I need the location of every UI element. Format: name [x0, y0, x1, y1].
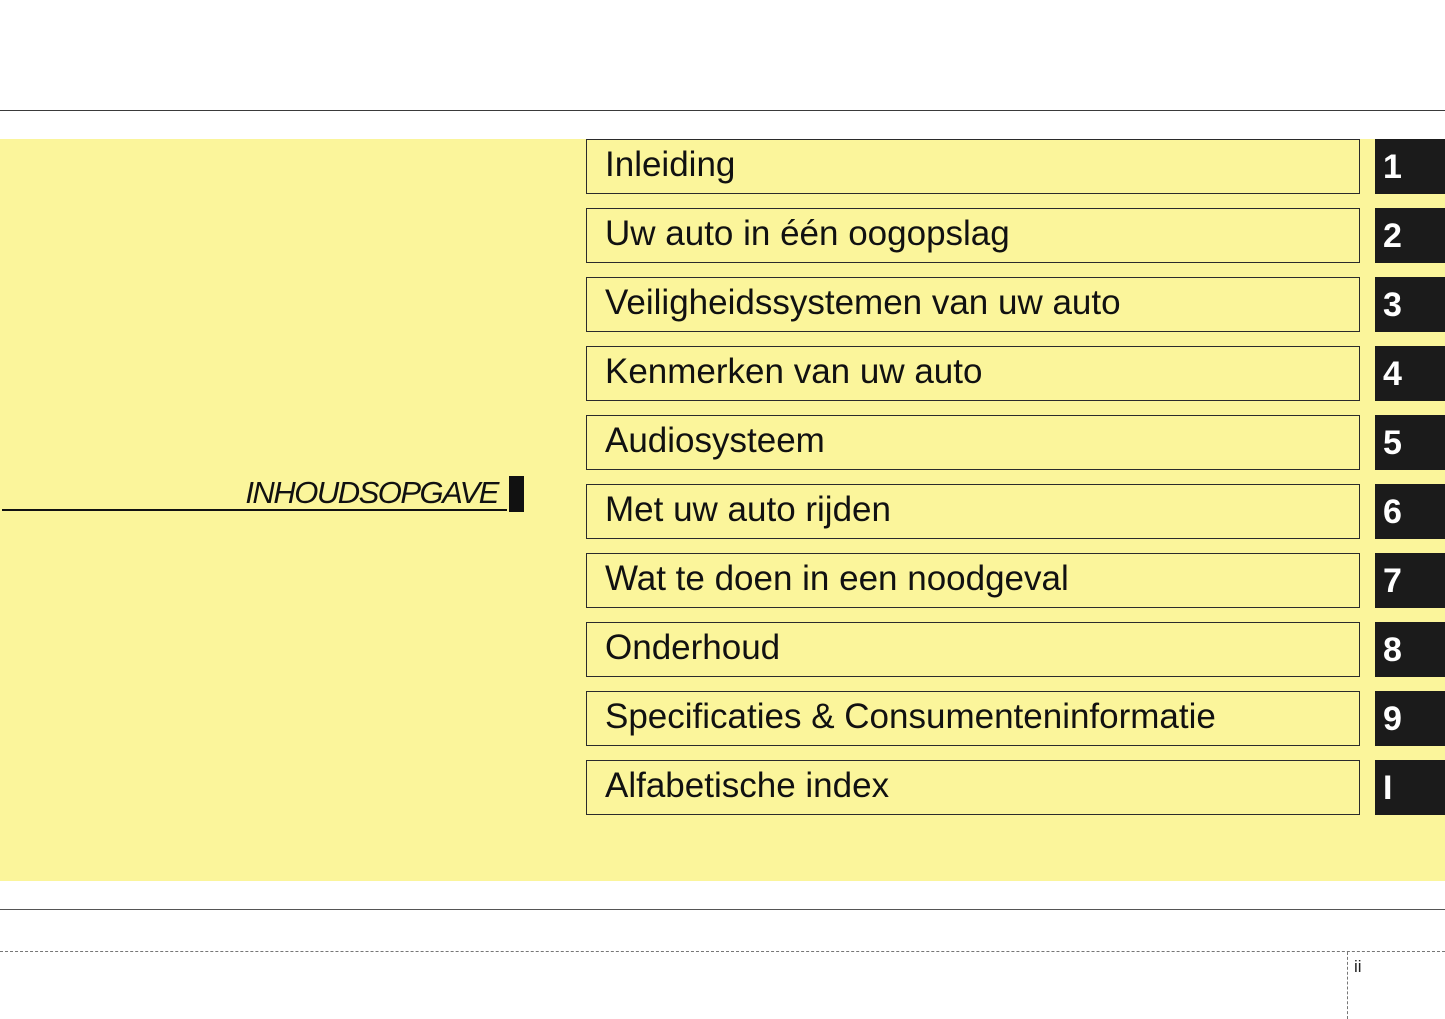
- chapter-tab-number: 2: [1383, 217, 1402, 255]
- chapter-tab-number: 9: [1383, 700, 1402, 738]
- toc-row-1: [586, 139, 1445, 195]
- chapter-tab-index[interactable]: [1375, 760, 1445, 815]
- trim-line-horizontal: [0, 951, 1445, 952]
- toc-item-label: Wat te doen in een noodgeval: [605, 559, 1069, 598]
- toc-row-6: [586, 484, 1445, 540]
- toc-item-6[interactable]: [586, 484, 1360, 539]
- toc-item-7[interactable]: [586, 553, 1360, 608]
- chapter-tab-number: 5: [1383, 424, 1402, 462]
- chapter-tab-number: I: [1383, 769, 1393, 807]
- toc-item-label: Inleiding: [605, 145, 736, 184]
- toc-row-index: [586, 760, 1445, 816]
- toc-row-5: [586, 415, 1445, 471]
- chapter-tab-5[interactable]: [1375, 415, 1445, 470]
- toc-item-4[interactable]: [586, 346, 1360, 401]
- page-number: ii: [1354, 957, 1362, 976]
- toc-item-label: Kenmerken van uw auto: [605, 352, 983, 391]
- toc-item-label: Audiosysteem: [605, 421, 825, 460]
- toc-item-label: Uw auto in één oogopslag: [605, 214, 1010, 253]
- trim-line-vertical: [1347, 952, 1348, 1019]
- title-marker: [509, 476, 524, 512]
- chapter-tab-7[interactable]: [1375, 553, 1445, 608]
- chapter-tab-2[interactable]: [1375, 208, 1445, 263]
- toc-item-label: Met uw auto rijden: [605, 490, 891, 529]
- toc-item-label: Onderhoud: [605, 628, 781, 667]
- chapter-tab-1[interactable]: [1375, 139, 1445, 194]
- chapter-tab-number: 8: [1383, 631, 1402, 669]
- toc-item-2[interactable]: [586, 208, 1360, 263]
- toc-item-label: Specificaties & Consumenteninformatie: [605, 697, 1216, 736]
- toc-row-7: [586, 553, 1445, 609]
- toc-item-label: Alfabetische index: [605, 766, 890, 805]
- toc-item-9[interactable]: [586, 691, 1360, 746]
- bottom-rule: [0, 909, 1445, 910]
- chapter-tab-number: 7: [1383, 562, 1402, 600]
- toc-row-8: [586, 622, 1445, 678]
- chapter-tab-number: 4: [1383, 355, 1402, 393]
- toc-item-5[interactable]: [586, 415, 1360, 470]
- chapter-tab-number: 1: [1383, 148, 1402, 186]
- toc-item-label: Veiligheidssystemen van uw auto: [605, 283, 1121, 322]
- toc-item-1[interactable]: [586, 139, 1360, 194]
- chapter-tab-number: 6: [1383, 493, 1402, 531]
- toc-item-8[interactable]: [586, 622, 1360, 677]
- toc-row-9: [586, 691, 1445, 747]
- chapter-tab-4[interactable]: [1375, 346, 1445, 401]
- chapter-tab-number: 3: [1383, 286, 1402, 324]
- chapter-tab-8[interactable]: [1375, 622, 1445, 677]
- chapter-tab-6[interactable]: [1375, 484, 1445, 539]
- toc-item-index[interactable]: [586, 760, 1360, 815]
- toc-item-3[interactable]: [586, 277, 1360, 332]
- chapter-tab-9[interactable]: [1375, 691, 1445, 746]
- chapter-tab-3[interactable]: [1375, 277, 1445, 332]
- toc-row-2: [586, 208, 1445, 264]
- toc-row-4: [586, 346, 1445, 402]
- toc-row-3: [586, 277, 1445, 333]
- section-title: INHOUDSOPGAVE: [245, 475, 498, 510]
- top-rule: [0, 110, 1445, 111]
